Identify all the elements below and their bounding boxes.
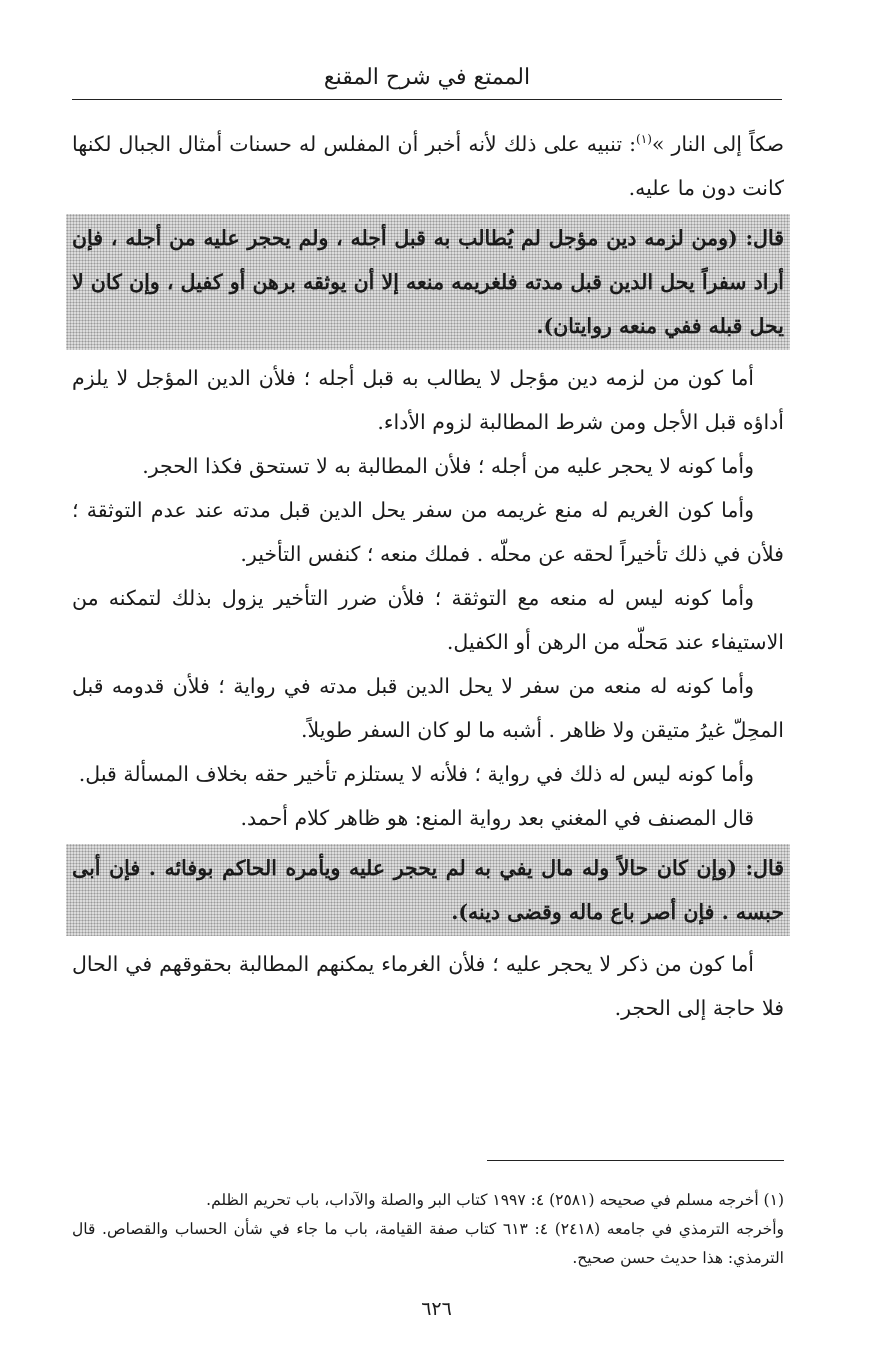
- matn-block-2: قال: (وإن كان حالاً وله مال يفي به لم يحجر عليه ويأمره الحاكم بوفائه . فإن أبى حبسه . فإن أصر باع ماله وقضى دينه).: [66, 844, 790, 936]
- header-rule: [72, 99, 782, 100]
- footnotes: [72, 1186, 784, 1273]
- paragraph: قال المصنف في المغني بعد رواية المنع: هو ظاهر كلام أحمد.: [240, 806, 754, 830]
- main-text: [72, 122, 784, 1030]
- paragraph: وأما كونه ليس له منعه مع التوثقة ؛ فلأن ضرر التأخير يزول بذلك لتمكنه من الاستيفاء عند مَحلّه من الرهن أو الكفيل.: [72, 586, 784, 654]
- footnote-1: (١) أخرجه مسلم في صحيحه (٢٥٨١) ٤: ١٩٩٧ كتاب البر والصلة والآداب، باب تحريم الظلم.: [206, 1191, 784, 1209]
- quote-end: صكاً إلى النار »: [651, 132, 784, 156]
- paragraph: وأما كونه له منعه من سفر لا يحل الدين قبل مدته في رواية ؛ فلأن قدومه قبل المحِلّ غيرُ متيقن ولا ظاهر . أشبه ما لو كان السفر طويلاً.: [72, 674, 784, 742]
- running-header: الممتع في شرح المقنع: [323, 65, 531, 90]
- paragraph: وأما كون الغريم له منع غريمه من سفر يحل الدين قبل مدته عند عدم التوثقة ؛ فلأن في ذلك تأخيراً لحقه عن محلّه . فملك منعه ؛ كنفس التأخير.: [72, 498, 784, 566]
- paragraph: وأما كونه ليس له ذلك في رواية ؛ فلأنه لا يستلزم تأخير حقه بخلاف المسألة قبل.: [78, 762, 754, 786]
- paragraph: أما كون من لزمه دين مؤجل لا يطالب به قبل أجله ؛ فلأن الدين المؤجل لا يلزم أداؤه قبل الأجل ومن شرط المطالبة لزوم الأداء.: [72, 366, 784, 434]
- paragraph-continuation: [72, 122, 784, 210]
- paragraph-text: : تنبيه على ذلك لأنه أخبر أن المفلس له حسنات أمثال الجبال لكنها كانت دون ما عليه.: [72, 132, 784, 200]
- footnote-1-continued: وأخرجه الترمذي في جامعه (٢٤١٨) ٤: ٦١٣ كتاب صفة القيامة، باب ما جاء في شأن الحساب والقصاص. قال الترمذي: هذا حديث حسن صحيح.: [72, 1220, 785, 1267]
- paragraph: وأما كونه لا يحجر عليه من أجله ؛ فلأن المطالبة به لا تستحق فكذا الحجر.: [142, 454, 754, 478]
- footnote-ref[interactable]: (١): [636, 132, 652, 147]
- page-number: ٦٢٦: [421, 1298, 452, 1320]
- footnote-rule: [487, 1160, 784, 1161]
- matn-block-1: قال: (ومن لزمه دين مؤجل لم يُطالب به قبل أجله ، ولم يحجر عليه من أجله ، فإن أراد سفراً يحل الدين قبل مدته فلغريمه منعه إلا أن يوثقه برهن أو كفيل ، وإن كان لا يحل قبله ففي منعه روايتان).: [66, 214, 790, 350]
- paragraph: أما كون من ذكر لا يحجر عليه ؛ فلأن الغرماء يمكنهم المطالبة بحقوقهم في الحال فلا حاجة إلى الحجر.: [72, 952, 784, 1020]
